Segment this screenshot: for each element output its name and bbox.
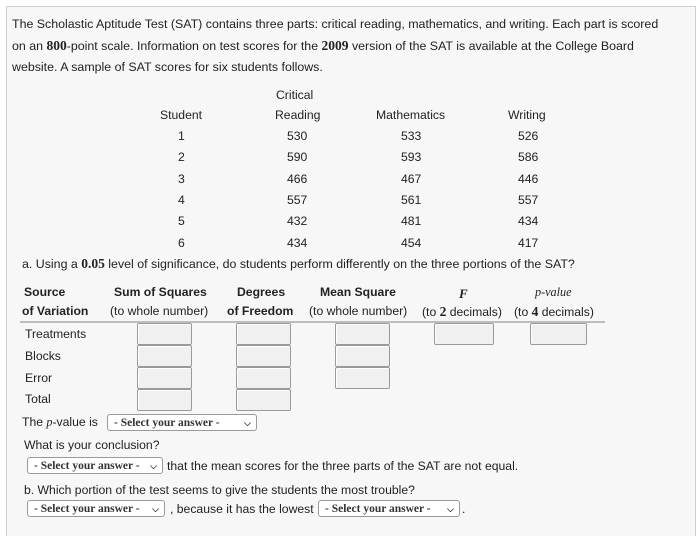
row5-math: 481	[401, 214, 422, 228]
row2-student: 2	[178, 150, 185, 164]
row4-student: 4	[178, 193, 185, 207]
lowest-select[interactable]: - Select your answer - ⌵	[318, 500, 460, 517]
chevron-down-icon: ⌵	[447, 504, 454, 514]
row3-reading: 466	[287, 172, 308, 186]
question-b: b. Which portion of the test seems to give the students the most trouble?	[24, 483, 415, 497]
header-critical: Critical	[276, 88, 314, 102]
anova-header-variation: of Variation	[22, 304, 89, 318]
anova-header-f: F	[459, 286, 468, 301]
header-writing: Writing	[508, 108, 546, 122]
blocks-ms-input[interactable]	[335, 345, 390, 367]
blocks-df-input[interactable]	[236, 345, 291, 367]
anova-header-ms-note: (to whole number)	[309, 304, 408, 318]
error-ss-input[interactable]	[137, 367, 192, 389]
anova-header-df-2: of Freedom	[227, 304, 294, 318]
pvalue-select[interactable]: - Select your answer - ⌵	[107, 414, 257, 431]
row5-student: 5	[178, 214, 185, 228]
row2-math: 593	[401, 150, 422, 164]
blocks-ss-input[interactable]	[137, 345, 192, 367]
treatments-df-input[interactable]	[236, 323, 291, 345]
header-reading: Reading	[275, 108, 321, 122]
row5-reading: 432	[287, 214, 308, 228]
question-b-middle: , because it has the lowest	[170, 502, 314, 516]
row5-writing: 434	[518, 214, 539, 228]
conclusion-select[interactable]: - Select your answer - ⌵	[27, 457, 163, 474]
total-ss-input[interactable]	[137, 389, 192, 411]
intro-line-2: on an 800-point scale. Information on test scores for the 2009 version of the SAT is available at the College Board	[12, 38, 634, 53]
chevron-down-icon: ⌵	[150, 461, 157, 471]
row1-student: 1	[178, 129, 185, 143]
treatments-ss-input[interactable]	[137, 323, 192, 345]
intro-line-3: website. A sample of SAT scores for six students follows.	[12, 60, 323, 74]
anova-header-pvalue: p-value	[535, 285, 572, 299]
chevron-down-icon: ⌵	[244, 418, 251, 428]
anova-header-source: Source	[24, 285, 66, 299]
intro-paragraph	[12, 14, 692, 78]
question-a: a. Using a 0.05 level of significance, do students perform differently on the three portions of the SAT?	[22, 256, 575, 271]
intro-line-1: The Scholastic Aptitude Test (SAT) contains three parts: critical reading, mathematics, and writing. Each part is scored	[12, 17, 659, 31]
row1-writing: 526	[518, 129, 539, 143]
treatments-f-input[interactable]	[434, 323, 494, 345]
treatments-ms-input[interactable]	[335, 323, 390, 345]
anova-row-treatments: Treatments	[25, 327, 87, 341]
conclusion-question: What is your conclusion?	[24, 438, 160, 452]
row6-writing: 417	[518, 236, 539, 250]
chevron-down-icon: ⌵	[152, 504, 159, 514]
row3-student: 3	[178, 172, 185, 186]
row6-math: 454	[401, 236, 422, 250]
header-student: Student	[160, 108, 203, 122]
conclusion-suffix: that the mean scores for the three parts of the SAT are not equal.	[167, 459, 519, 473]
row4-math: 561	[401, 193, 422, 207]
anova-header-p-note: (to 4 decimals)	[514, 304, 594, 319]
anova-row-error: Error	[25, 371, 53, 385]
anova-row-blocks: Blocks	[25, 349, 61, 363]
row1-reading: 530	[287, 129, 308, 143]
row4-writing: 557	[518, 193, 539, 207]
row2-reading: 590	[287, 150, 308, 164]
question-b-end: .	[462, 502, 466, 516]
total-df-input[interactable]	[236, 389, 291, 411]
treatments-pvalue-input[interactable]	[530, 323, 587, 345]
anova-header-rule	[20, 321, 605, 323]
anova-header-ss-note: (to whole number)	[110, 304, 209, 318]
anova-header-ss: Sum of Squares	[114, 285, 207, 299]
row4-reading: 557	[287, 193, 308, 207]
anova-header-f-note: (to 2 decimals)	[422, 304, 502, 319]
anova-header-df: Degrees	[237, 285, 286, 299]
anova-row-total: Total	[25, 392, 51, 406]
pvalue-label: The p-value is	[22, 415, 98, 429]
row2-writing: 586	[518, 150, 539, 164]
error-ms-input[interactable]	[335, 367, 390, 389]
error-df-input[interactable]	[236, 367, 291, 389]
row1-math: 533	[401, 129, 422, 143]
portion-select[interactable]: - Select your answer - ⌵	[27, 500, 165, 517]
row6-reading: 434	[287, 236, 308, 250]
row6-student: 6	[178, 236, 185, 250]
row3-math: 467	[401, 172, 422, 186]
anova-header-ms: Mean Square	[320, 285, 396, 299]
row3-writing: 446	[518, 172, 539, 186]
header-mathematics: Mathematics	[376, 108, 446, 122]
